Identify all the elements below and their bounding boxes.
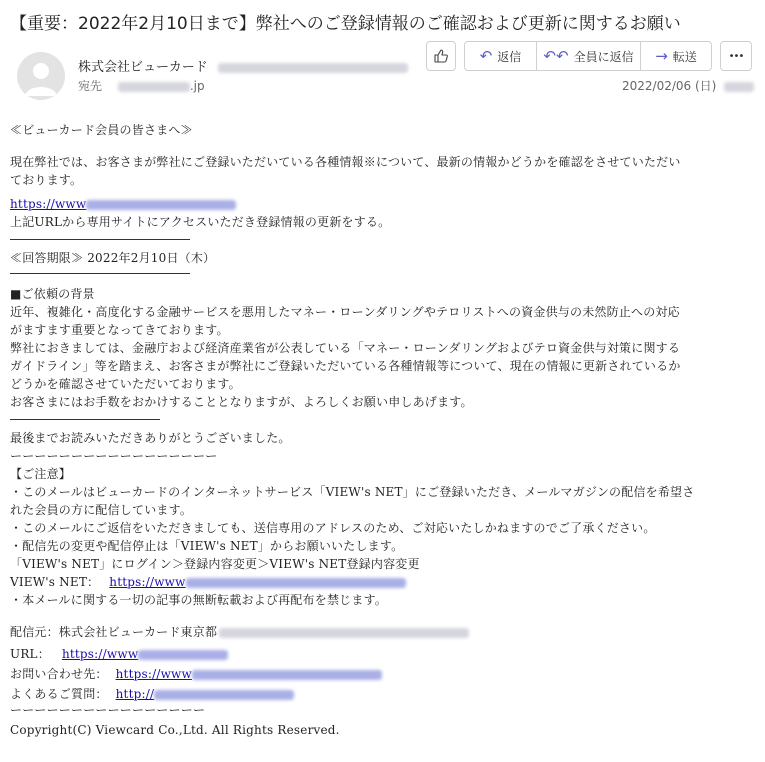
phishing-link-1[interactable]: https://www <box>10 196 236 212</box>
notice-title: 【ご注意】 <box>10 467 72 481</box>
url-line: URL： https://www <box>10 646 228 662</box>
paragraph-line: 上記URLから専用サイトにアクセスいただき登録情報の更新をする。 <box>10 215 391 229</box>
notice-line: れた会員の方に配信しています。 <box>10 503 193 517</box>
like-button[interactable] <box>426 41 456 71</box>
dash-divider: ーーーーーーーーーーーーーーーーー <box>10 449 218 463</box>
divider <box>10 273 190 274</box>
contact-link[interactable]: https://www <box>115 667 192 681</box>
to-label: 宛先 <box>78 79 103 93</box>
paragraph-line: 近年、複雑化・高度化する金融サービスを悪用したマネー・ローンダリングやテロリストへの資金供与の未然防止への対応 <box>10 305 680 319</box>
sender-line <box>78 56 408 75</box>
email-date: 2022/02/06 (日) <box>622 77 754 94</box>
divider <box>10 419 160 420</box>
reply-all-icon: ↶↶ <box>543 46 569 65</box>
redacted-time <box>724 82 754 92</box>
reply-icon: ↶ <box>479 46 493 65</box>
paragraph-line: どうかを確認させていただいております。 <box>10 377 241 391</box>
thumbs-up-icon <box>433 48 449 64</box>
sender-info-line: 配信元：株式会社ビューカード東京都 <box>10 624 469 640</box>
email-subject: 【重要：2022年2月10日まで】弊社へのご登録情報のご確認および更新に関するお願い <box>10 14 681 34</box>
forward-button[interactable]: → 転送 <box>655 46 697 65</box>
paragraph-line: お客さまにはお手数をおかけすることとなりますが、よろしくお願い申しあげます。 <box>10 395 473 409</box>
reply-all-button[interactable]: ↶↶ 全員に返信 <box>537 42 641 70</box>
reply-button[interactable]: ↶ 返信 <box>465 42 537 70</box>
faq-line: よくあるご質問： http:// <box>10 686 294 702</box>
paragraph-line: がますます重要となってきております。 <box>10 323 229 337</box>
deadline: ≪回答期限≫ 2022年2月10日（木） <box>10 251 216 265</box>
contact-line: お問い合わせ先： https://www <box>10 666 382 682</box>
recipient-line <box>78 77 205 94</box>
forward-icon: → <box>655 46 668 65</box>
reply-actions <box>464 41 712 71</box>
paragraph-line: ております。 <box>10 173 83 187</box>
sender-name[interactable]: 株式会社ビューカード <box>78 60 208 75</box>
background-title: ■ご依頼の背景 <box>10 287 95 301</box>
paragraph-line: ガイドライン」等を踏まえ、お客さまが弊社にご登録いただいている各種情報等について、現在の情報に更新されているか <box>10 359 681 373</box>
notice-line: ・このメールにご返信をいただきましても、送信専用のアドレスのため、ご対応いたしかねますのでご了承ください。 <box>10 521 656 535</box>
divider <box>10 239 190 240</box>
paragraph-line: 現在弊社では、お客さまが弊社にご登録いただいている各種情報※について、最新の情報かどうかを確認をさせていただい <box>10 155 681 169</box>
notice-line: 「VIEW's NET」にログイン＞登録内容変更＞VIEW's NET登録内容変更 <box>10 557 420 571</box>
redacted-recipient <box>118 82 190 92</box>
viewsnet-link[interactable]: https://www <box>109 575 186 589</box>
url-link[interactable]: https://www <box>61 647 139 661</box>
person-icon <box>17 52 65 100</box>
copyright: Copyright(C) Viewcard Co.,Ltd. All Rights Reserved. <box>10 723 340 737</box>
thanks-line: 最後までお読みいただきありがとうございました。 <box>10 431 291 445</box>
notice-line: ・本メールに関する一切の記事の無断転載および再配布を禁じます。 <box>10 593 388 607</box>
recipient-domain: .jp <box>189 79 205 93</box>
more-actions-button[interactable]: ••• <box>720 41 752 71</box>
notice-line: ・このメールはビューカードのインターネットサービス「VIEW's NET」にご登録いただき、メールマガジンの配信を希望さ <box>10 485 695 499</box>
paragraph-line: 弊社におきましては、金融庁および経済産業省が公表している「マネー・ローンダリングおよびテロ資金供与対策に関する <box>10 341 681 355</box>
greeting: ≪ビューカード会員の皆さまへ≫ <box>10 123 193 137</box>
notice-line: ・配信先の変更や配信停止は「VIEW's NET」からお願いいたします。 <box>10 539 404 553</box>
viewsnet-line: VIEW's NET： https://www <box>10 574 406 590</box>
faq-link[interactable]: http:// <box>115 687 155 701</box>
redacted-sender-address <box>218 63 408 73</box>
dash-divider: ーーーーーーーーーーーーーーーー <box>10 703 206 717</box>
avatar <box>17 52 65 100</box>
